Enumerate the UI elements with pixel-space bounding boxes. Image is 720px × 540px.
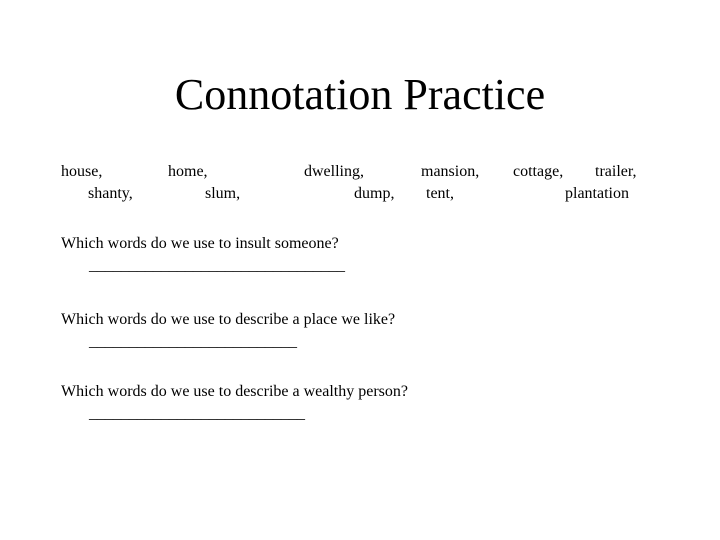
word-house: house,	[61, 163, 103, 180]
answer-blank-insult: ________________________________	[89, 257, 345, 274]
word-cottage: cottage,	[513, 163, 564, 180]
word-home: home,	[168, 163, 208, 180]
word-mansion: mansion,	[421, 163, 480, 180]
word-shanty: shanty,	[88, 185, 133, 202]
word-dwelling: dwelling,	[304, 163, 364, 180]
word-slum: slum,	[205, 185, 241, 202]
word-plantation: plantation	[565, 185, 629, 202]
answer-blank-place-we-like: __________________________	[89, 333, 297, 350]
question-wealthy-person: Which words do we use to describe a wealthy person?	[61, 383, 408, 400]
question-place-we-like: Which words do we use to describe a place we like?	[61, 311, 396, 328]
answer-blank-wealthy-person: ___________________________	[89, 405, 305, 422]
word-trailer: trailer,	[595, 163, 637, 180]
word-dump: dump,	[354, 185, 395, 202]
question-insult: Which words do we use to insult someone?	[61, 235, 339, 252]
slide-title: Connotation Practice	[174, 70, 546, 119]
word-tent: tent,	[426, 185, 454, 202]
